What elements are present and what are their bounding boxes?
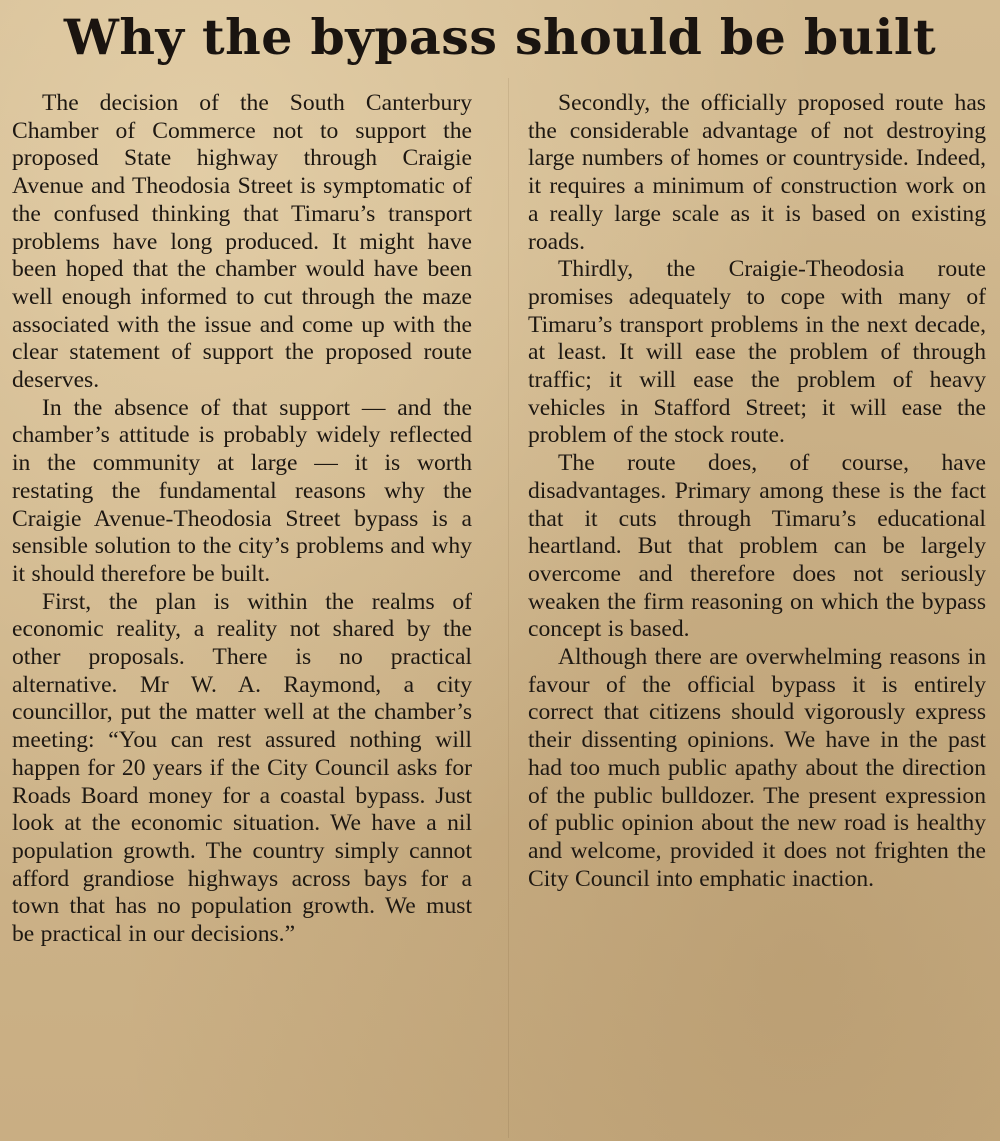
right-column [528, 90, 986, 893]
paragraph-conclusion: Although there are overwhelming reasons in favour of the official bypass it is entirely correct that citizens should vigorously express their dissenting opinions. We have in the past had too much public apathy about the direction of the public bulldozer. The present expression of public opinion about the new road is healthy and welcome, provided it does not frighten the City Council into emphatic inaction. [528, 644, 986, 892]
paragraph-secondly: Secondly, the officially proposed route has the considerable advantage of not destroying large numbers of homes or countryside. Indeed, it requires a minimum of construction work on a really large scale as it is based on existing roads. [528, 90, 986, 255]
column-divider [508, 78, 509, 1138]
paragraph-absence: In the absence of that support — and the chamber’s attitude is probably widely reflected in the community at large — it is worth restating the fundamental reasons why the Craigie Avenue-Theodosia Street bypass is a sensible solution to the city’s problems and why it should therefore be built. [12, 394, 472, 587]
left-column [12, 90, 472, 949]
paragraph-first: First, the plan is within the realms of economic reality, a reality not shared by the other proposals. There is no practical alternative. Mr W. A. Raymond, a city councillor, put the matter well at the chamber’s meeting: “You can rest assured nothing will happen for 20 years if the City Council asks for Roads Board money for a coastal bypass. Just look at the economic situation. We have a nil population growth. The country simply cannot afford grandiose highways across bays for a town that has no population growth. We must be practical in our decisions.” [12, 588, 472, 948]
paragraph-disadvantages: The route does, of course, have disadvantages. Primary among these is the fact that it cuts through Timaru’s educational heartland. But that problem can be largely overcome and therefore does not seriously weaken the firm reasoning on which the bypass concept is based. [528, 450, 986, 643]
paragraph-intro: The decision of the South Canterbury Chamber of Commerce not to support the proposed State highway through Craigie Avenue and Theodosia Street is symptomatic of the confused thinking that Timaru’s transport problems have long produced. It might have been hoped that the chamber would have been well enough informed to cut through the maze associated with the issue and come up with the clear statement of support the proposed route deserves. [12, 90, 472, 394]
article-headline: Why the bypass should be built [63, 8, 937, 66]
paragraph-thirdly: Thirdly, the Craigie-Theodosia route promises adequately to cope with many of Timaru’s transport problems in the next decade, at least. It will ease the problem of through traffic; it will ease the problem of heavy vehicles in Stafford Street; it will ease the problem of the stock route. [528, 256, 986, 449]
